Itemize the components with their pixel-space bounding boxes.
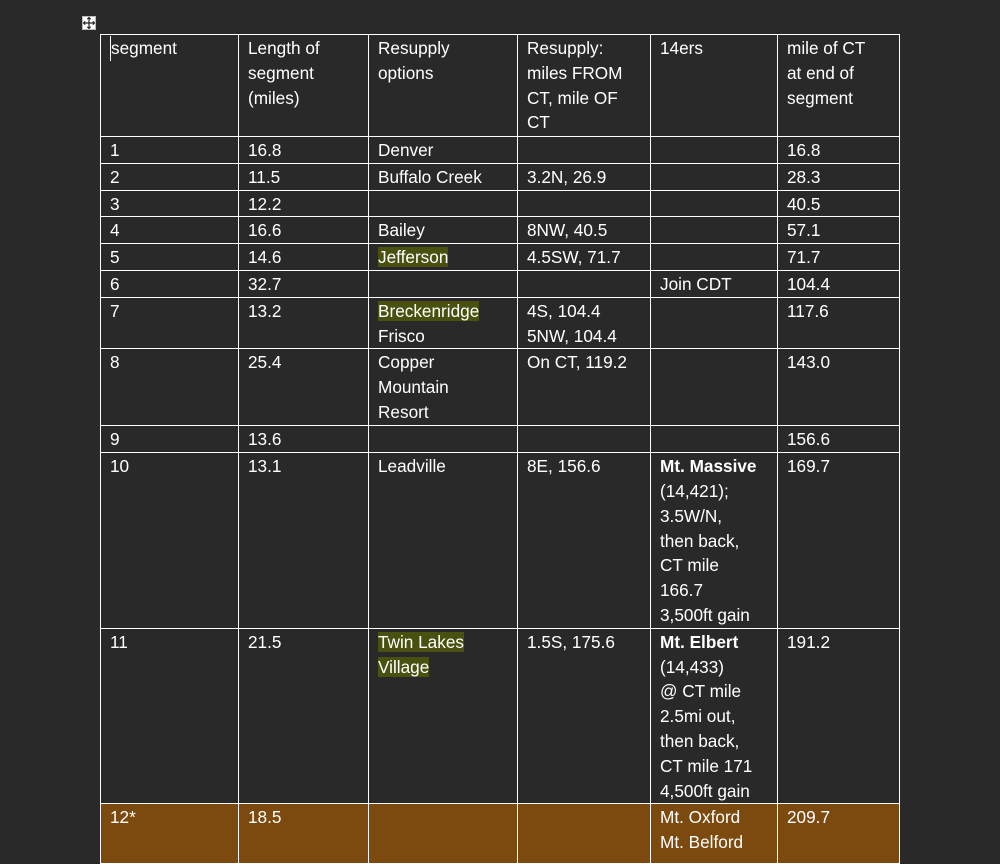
cell-text: Resupply: [527,38,604,58]
cell-resupply-options[interactable] [369,163,518,190]
cell-text: Mt. Belford [660,832,744,853]
cell-fourteeners[interactable] [651,453,778,629]
segment-table [100,34,900,864]
cell-resupply-miles[interactable] [518,244,651,271]
cell-text: 40.5 [787,193,821,214]
cell-text: 3,500ft gain [660,604,750,625]
cell-resupply-miles[interactable] [518,804,651,864]
cell-segment[interactable] [101,163,239,190]
cell-resupply-miles[interactable] [518,628,651,804]
cell-text: 10 [110,456,130,477]
cell-ct-mile-end[interactable] [778,628,900,804]
cell-resupply-miles[interactable] [518,297,651,349]
cell-text: 143.0 [787,352,831,373]
cell-resupply-miles[interactable] [518,217,651,244]
cell-text: 4,500ft gain [660,780,750,801]
cell-length[interactable] [239,217,369,244]
cell-text: miles FROM [527,62,623,83]
cell-text: segment [110,36,230,61]
cell-length[interactable] [239,297,369,349]
cell-text: 18.5 [248,807,282,828]
header-cell-ct-mile-end[interactable] [778,35,900,137]
cell-text: 28.3 [787,166,821,187]
cell-segment[interactable] [101,628,239,804]
cell-text: (miles) [248,87,300,108]
cell-length[interactable] [239,137,369,164]
cell-length[interactable] [239,349,369,426]
cell-text: Copper [378,352,435,373]
cell-ct-mile-end[interactable] [778,137,900,164]
table-row [101,297,900,349]
cell-text: 2.5mi out, [660,706,736,727]
cell-text: 1.5S, 175.6 [527,631,615,652]
cell-text: 13.6 [248,429,282,450]
cell-text: Length of [248,38,320,58]
table-row [101,190,900,217]
cell-fourteeners[interactable] [651,163,778,190]
cell-text: 3.2N, 26.9 [527,166,607,187]
cell-resupply-options[interactable] [369,244,518,271]
cell-ct-mile-end[interactable] [778,270,900,297]
cell-text: Breckenridge [378,300,480,321]
cell-fourteeners[interactable] [651,628,778,804]
move-cross-icon [83,17,95,29]
cell-text: Join CDT [660,273,732,294]
cell-text: 16.8 [787,140,821,160]
cell-segment[interactable] [101,244,239,271]
cell-text: Mt. Massive [660,456,757,477]
cell-text: Village [378,656,430,677]
cell-text: options [378,62,434,83]
table-row [101,163,900,190]
cell-text: segment [787,87,853,108]
cell-text: then back, [660,530,740,551]
cell-segment[interactable] [101,804,239,864]
cell-text: Frisco [378,325,425,346]
cell-ct-mile-end[interactable] [778,163,900,190]
cell-fourteeners[interactable] [651,804,778,864]
cell-text: 169.7 [787,456,831,477]
cell-segment[interactable] [101,453,239,629]
cell-ct-mile-end[interactable] [778,297,900,349]
cell-text: 7 [110,300,120,321]
cell-text: 11.5 [248,166,281,187]
cell-resupply-miles[interactable] [518,270,651,297]
cell-resupply-options[interactable] [369,217,518,244]
cell-text: 12.2 [248,193,282,214]
cell-fourteeners[interactable] [651,137,778,164]
cell-text: 8NW, 40.5 [527,220,608,241]
cell-text: 11 [110,631,128,652]
cell-length[interactable] [239,270,369,297]
cell-text: then back, [660,730,740,751]
cell-length[interactable] [239,628,369,804]
cell-fourteeners[interactable] [651,349,778,426]
cell-fourteeners[interactable] [651,190,778,217]
cell-text: Resort [378,401,429,422]
table-move-handle[interactable] [82,16,96,30]
cell-text: 5NW, 104.4 [527,325,617,346]
cell-text: CT, mile OF [527,87,618,108]
cell-text: at end of [787,62,854,83]
cell-length[interactable] [239,804,369,864]
header-cell-segment[interactable] [101,35,239,137]
cell-resupply-options[interactable] [369,137,518,164]
table-row [101,137,900,164]
cell-text: 14.6 [248,247,282,268]
cell-text: 3.5W/N, [660,505,723,526]
cell-ct-mile-end[interactable] [778,453,900,629]
cell-text: Buffalo Creek [378,166,482,187]
table-row [101,349,900,426]
cell-text: 12* [110,807,136,828]
header-cell-resupply-miles[interactable] [518,35,651,137]
cell-length[interactable] [239,190,369,217]
cell-length[interactable] [239,163,369,190]
table-header-row [101,35,900,137]
cell-resupply-miles[interactable] [518,190,651,217]
cell-text: Denver [378,140,434,160]
cell-text: Leadville [378,456,446,477]
cell-fourteeners[interactable] [651,270,778,297]
cell-text: 4.5SW, 71.7 [527,247,621,268]
cell-text: Twin Lakes [378,631,464,652]
cell-text: 14ers [660,38,703,58]
cell-text: Jefferson [378,247,449,268]
cell-text: CT mile [660,555,719,576]
cell-text: 209.7 [787,807,831,828]
cell-resupply-options[interactable] [369,453,518,629]
table-row [101,426,900,453]
cell-segment[interactable] [101,270,239,297]
cell-text: 57.1 [787,220,821,241]
cell-resupply-options[interactable] [369,297,518,349]
cell-length[interactable] [239,426,369,453]
cell-fourteeners[interactable] [651,244,778,271]
cell-text: 2 [110,166,120,187]
table-row [101,270,900,297]
cell-text: Mt. Oxford [660,807,741,828]
cell-ct-mile-end[interactable] [778,349,900,426]
cell-resupply-miles[interactable] [518,163,651,190]
cell-segment[interactable] [101,137,239,164]
cell-resupply-options[interactable] [369,426,518,453]
cell-resupply-miles[interactable] [518,426,651,453]
cell-resupply-miles[interactable] [518,137,651,164]
cell-fourteeners[interactable] [651,217,778,244]
cell-segment[interactable] [101,297,239,349]
cell-text: 1 [110,140,120,160]
cell-ct-mile-end[interactable] [778,217,900,244]
cell-text: 16.8 [248,140,282,160]
cell-segment[interactable] [101,190,239,217]
cell-ct-mile-end[interactable] [778,804,900,864]
cell-text: 21.5 [248,631,282,652]
cell-resupply-options[interactable] [369,804,518,864]
cell-text: mile of CT [787,38,866,58]
table-row [101,804,900,864]
cell-text: 32.7 [248,273,282,294]
cell-resupply-options[interactable] [369,190,518,217]
cell-text: 13.2 [248,300,282,321]
cell-text: 4 [110,220,120,241]
cell-text: 166.7 [660,580,704,601]
cell-text: 156.6 [787,429,831,450]
cell-text: 191.2 [787,631,831,652]
cell-length[interactable] [239,453,369,629]
cell-ct-mile-end[interactable] [778,244,900,271]
cell-text: 13.1 [248,456,282,477]
cell-text: 5 [110,247,120,268]
table-row [101,244,900,271]
cell-segment[interactable] [101,217,239,244]
cell-resupply-miles[interactable] [518,349,651,426]
cell-text: CT mile 171 [660,755,753,776]
cell-ct-mile-end[interactable] [778,426,900,453]
cell-text: segment [248,62,314,83]
table-row [101,217,900,244]
cell-fourteeners[interactable] [651,297,778,349]
cell-text: Resupply [378,38,450,58]
table-row [101,628,900,804]
header-cell-fourteeners[interactable] [651,35,778,137]
cell-text: On CT, 119.2 [527,352,627,373]
cell-resupply-options[interactable] [369,349,518,426]
cell-text: Mountain [378,377,449,398]
header-cell-length[interactable] [239,35,369,137]
cell-text: 71.7 [787,247,821,268]
cell-text: 25.4 [248,352,282,373]
cell-text: 9 [110,429,120,450]
cell-text: @ CT mile [660,681,742,702]
cell-text: 4S, 104.4 [527,300,601,321]
cell-segment[interactable] [101,349,239,426]
cell-resupply-options[interactable] [369,628,518,804]
table-row [101,453,900,629]
cell-text: (14,433) [660,656,725,677]
cell-resupply-options[interactable] [369,270,518,297]
cell-text: 104.4 [787,273,831,294]
cell-text: 117.6 [787,300,829,321]
cell-text: 8 [110,352,120,373]
cell-text: 6 [110,273,120,294]
cell-fourteeners[interactable] [651,426,778,453]
header-cell-resupply-options[interactable] [369,35,518,137]
cell-segment[interactable] [101,426,239,453]
cell-length[interactable] [239,244,369,271]
cell-resupply-miles[interactable] [518,453,651,629]
cell-text: Mt. Elbert [660,631,739,652]
cell-text: CT [527,112,550,133]
cell-text: Bailey [378,220,425,241]
cell-text: 8E, 156.6 [527,456,601,477]
cell-text: 3 [110,193,120,214]
cell-ct-mile-end[interactable] [778,190,900,217]
cell-text: (14,421); [660,480,729,501]
cell-text: 16.6 [248,220,282,241]
